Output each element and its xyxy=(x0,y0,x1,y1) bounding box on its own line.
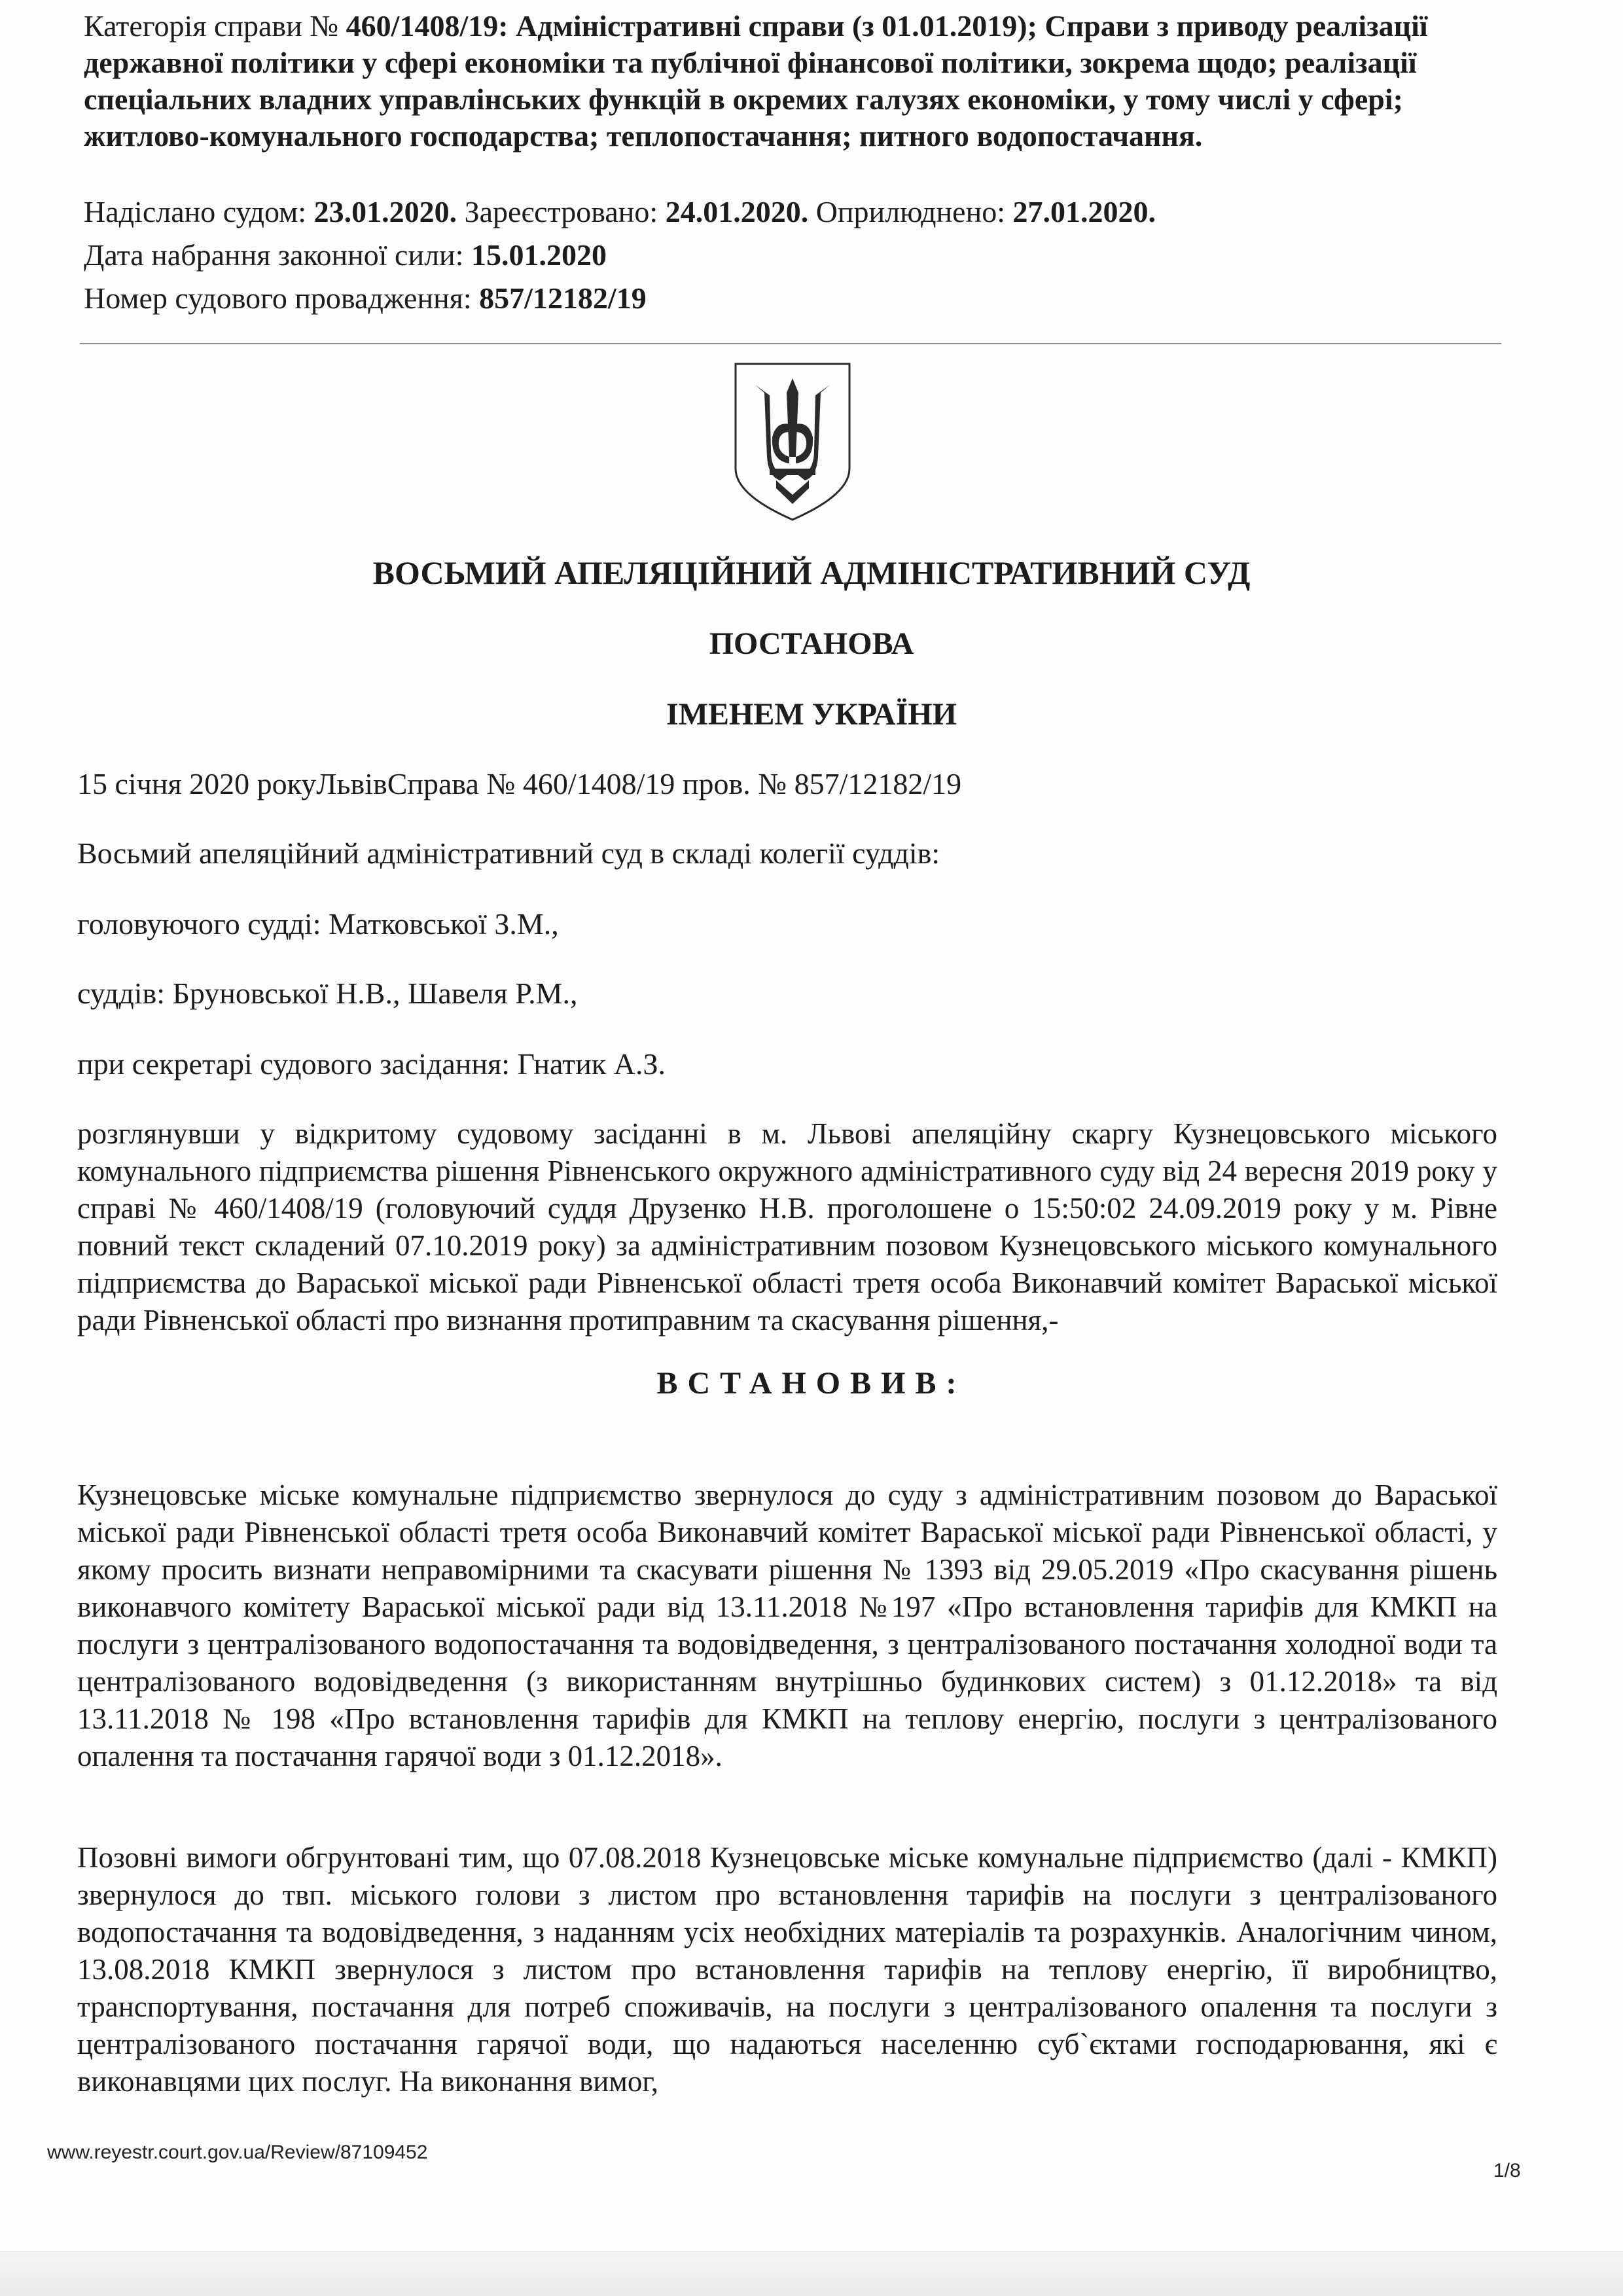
page-number: 1/8 xyxy=(1493,2160,1521,2181)
presiding-judge: головуючого судді: Матковської З.М., xyxy=(77,907,559,941)
header-divider xyxy=(80,343,1501,344)
document-type: ПОСТАНОВА xyxy=(709,626,914,661)
sent-label: Надіслано судом: xyxy=(84,195,314,228)
claim-paragraph: Кузнецовське міське комунальне підприємство звернулося до суду з адміністративним позовом до Вараської міської ради Рівненської області третя особа Виконавчий комітет Вараської міської ради Рівненської області, у якому просить визнати неправомірними та скасувати рішення № 1393 від 29.05.2019 «Про скасування рішень виконавчого комітету Вараської міської ради від 13.11.2018 №197 «Про встановлення тарифів для КМКП на послуги з централізованого водопостачання та водовідведення, з централізованого постачання холодної води та централізованого водовідведення (з використанням внутрішньо будинкових систем) з 01.12.2018» та від 13.11.2018 № 198 «Про встановлення тарифів для КМКП на теплову енергію, послуги з централізованого опалення та постачання гарячої води з 01.12.2018». xyxy=(77,1479,1497,1772)
registered-value: 24.01.2020. xyxy=(665,195,809,228)
registered-label: Зареєстровано: xyxy=(457,195,666,228)
coat-of-arms-icon xyxy=(730,359,855,522)
court-secretary: при секретарі судового засідання: Гнатик А.З. xyxy=(77,1047,666,1081)
effective-value: 15.01.2020 xyxy=(471,238,607,272)
proceeding-value: 857/12182/19 xyxy=(479,281,647,315)
proceeding-number-row xyxy=(84,280,647,317)
date-place-case-line: 15 січня 2020 рокуЛьвівСправа № 460/1408/19 пров. № 857/12182/19 xyxy=(77,767,962,800)
dates-row xyxy=(84,194,1156,230)
case-category-label: Категорія справи № xyxy=(84,9,346,43)
considered-paragraph: розглянувши у відкритому судовому засіданні в м. Львові апеляційну скаргу Кузнецовського міського комунального підприємства рішення Рівненського окружного адміністративного суду від 24 вересня 2019 року у справі № 460/1408/19 (головуючий суддя Друзенко Н.В. проголошене о 15:50:02 24.09.2019 року у м. Рівне повний текст складений 07.10.2019 року) за адміністративним позовом Кузнецовського міського комунального підприємства до Вараської міської ради Рівненської області третя особа Виконавчий комітет Вараської міської ради Рівненської області про визнання протиправним та скасування рішення,- xyxy=(77,1117,1497,1336)
grounds-paragraph: Позовні вимоги обгрунтовані тим, що 07.08.2018 Кузнецовське міське комунальне підприємство (далі - КМКП) звернулося до твп. міського голови з листом про встановлення тарифів на послуги з централізованого водопостачання та водовідведення, з наданням усіх необхідних матеріалів та розрахунків. Аналогічним чином, 13.08.2018 КМКП звернулося з листом про встановлення тарифів на теплову енергію, її виробництво, транспортування, постачання для потреб споживачів, на послуги з централізованого опалення та послуги з централізованого постачання гарячої води, що надаються населенню суб`єктами господарювання, які є виконавцями цих послуг. На виконання вимог, xyxy=(77,1841,1497,2098)
footer-url: www.reyestr.court.gov.ua/Review/87109452 xyxy=(47,2142,428,2163)
case-category xyxy=(84,8,1510,154)
scan-bottom-edge xyxy=(0,2251,1623,2296)
established-heading: ВСТАНОВИВ: xyxy=(656,1366,967,1401)
case-category-value: 460/1408/19: Адміністративні справи (з 01.01.2019); Справи з приводу реалізації державної політики у сфері економіки та публічної фінансової політики, зокрема щодо; реалізації спеціальних владних управлінських функцій в окремих галузях економіки, у тому числі у сфері; житлово-комунального господарства; теплопостачання; питного водопостачання. xyxy=(84,9,1428,152)
proceeding-label: Номер судового провадження: xyxy=(84,281,480,315)
effective-date-row xyxy=(84,237,607,274)
published-label: Оприлюднено: xyxy=(808,195,1013,228)
panel-judges: суддів: Бруновської Н.В., Шавеля Р.М., xyxy=(77,977,578,1010)
published-value: 27.01.2020. xyxy=(1012,195,1156,228)
sent-value: 23.01.2020. xyxy=(313,195,457,228)
effective-label: Дата набрання законної сили: xyxy=(84,238,471,272)
in-the-name-of-ukraine: ІМЕНЕМ УКРАЇНИ xyxy=(666,697,957,732)
panel-intro: Восьмий апеляційний адміністративний суд в складі колегії суддів: xyxy=(77,836,940,870)
court-name: ВОСЬМИЙ АПЕЛЯЦІЙНИЙ АДМІНІСТРАТИВНИЙ СУД xyxy=(372,554,1251,591)
